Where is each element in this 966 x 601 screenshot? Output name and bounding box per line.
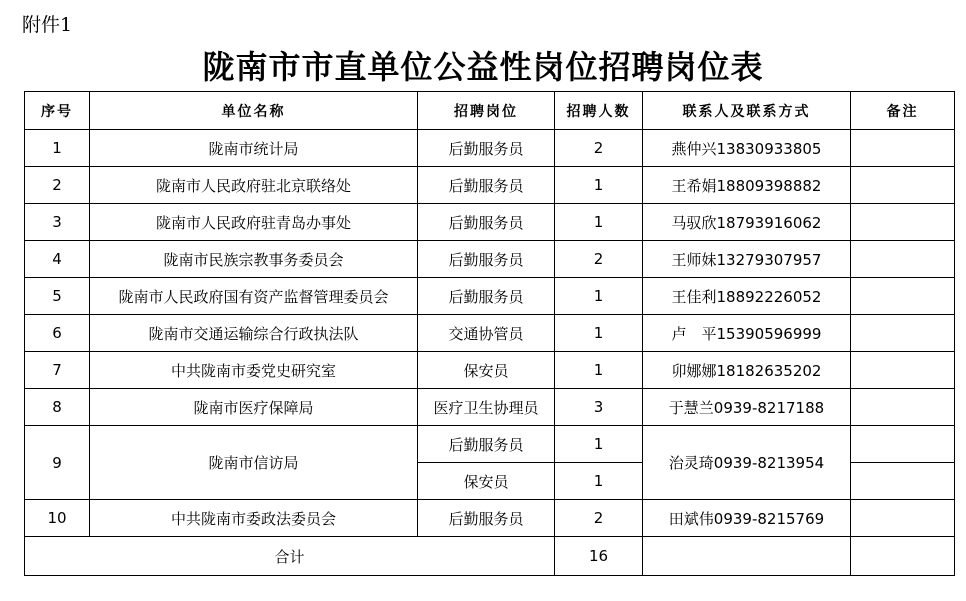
cell-remark (851, 241, 955, 278)
cell-contact: 卯娜娜18182635202 (643, 352, 851, 389)
header-no: 序号 (25, 92, 90, 130)
cell-remark (851, 130, 955, 167)
cell-remark (851, 426, 955, 463)
cell-remark (851, 463, 955, 500)
cell-count: 1 (555, 167, 643, 204)
table-header-row (25, 92, 955, 130)
cell-unit: 陇南市信访局 (90, 426, 418, 500)
header-position: 招聘岗位 (418, 92, 555, 130)
table-row (25, 241, 955, 278)
table-row (25, 389, 955, 426)
cell-unit: 陇南市交通运输综合行政执法队 (90, 315, 418, 352)
table-row (25, 278, 955, 315)
cell-count: 1 (555, 315, 643, 352)
cell-contact: 王师妹13279307957 (643, 241, 851, 278)
attachment-label: 附件1 (22, 14, 73, 36)
cell-remark (851, 500, 955, 537)
cell-unit: 中共陇南市委政法委员会 (90, 500, 418, 537)
table-row (25, 204, 955, 241)
header-contact: 联系人及联系方式 (643, 92, 851, 130)
cell-no: 1 (25, 130, 90, 167)
cell-count: 1 (555, 426, 643, 463)
cell-contact: 于慧兰0939-8217188 (643, 389, 851, 426)
cell-remark (851, 204, 955, 241)
table-row (25, 426, 955, 463)
cell-remark (851, 537, 955, 576)
cell-no: 6 (25, 315, 90, 352)
cell-count: 2 (555, 500, 643, 537)
cell-count: 1 (555, 204, 643, 241)
cell-position: 保安员 (418, 463, 555, 500)
cell-count: 2 (555, 130, 643, 167)
cell-unit: 陇南市人民政府国有资产监督管理委员会 (90, 278, 418, 315)
cell-no: 3 (25, 204, 90, 241)
table-row (25, 167, 955, 204)
cell-remark (851, 167, 955, 204)
cell-position: 交通协管员 (418, 315, 555, 352)
cell-unit: 陇南市人民政府驻青岛办事处 (90, 204, 418, 241)
total-row (25, 537, 955, 576)
cell-remark (851, 278, 955, 315)
header-unit: 单位名称 (90, 92, 418, 130)
cell-count: 3 (555, 389, 643, 426)
recruitment-table (24, 91, 955, 576)
table-row (25, 352, 955, 389)
cell-position: 医疗卫生协理员 (418, 389, 555, 426)
cell-no: 7 (25, 352, 90, 389)
cell-unit: 陇南市民族宗教事务委员会 (90, 241, 418, 278)
total-label: 合计 (25, 537, 555, 576)
table-row (25, 315, 955, 352)
cell-count: 1 (555, 463, 643, 500)
cell-count: 1 (555, 352, 643, 389)
header-count: 招聘人数 (555, 92, 643, 130)
cell-remark (851, 315, 955, 352)
cell-contact: 马驭欣18793916062 (643, 204, 851, 241)
table-row (25, 500, 955, 537)
cell-contact: 燕仲兴13830933805 (643, 130, 851, 167)
cell-count: 1 (555, 278, 643, 315)
cell-contact: 卢 平15390596999 (643, 315, 851, 352)
cell-count: 2 (555, 241, 643, 278)
cell-contact: 治灵琦0939-8213954 (643, 426, 851, 500)
cell-unit: 陇南市医疗保障局 (90, 389, 418, 426)
cell-no: 9 (25, 426, 90, 500)
total-count: 16 (555, 537, 643, 576)
cell-unit: 中共陇南市委党史研究室 (90, 352, 418, 389)
cell-no: 8 (25, 389, 90, 426)
cell-unit: 陇南市人民政府驻北京联络处 (90, 167, 418, 204)
cell-no: 10 (25, 500, 90, 537)
cell-position: 后勤服务员 (418, 130, 555, 167)
cell-remark (851, 352, 955, 389)
cell-contact: 王佳利18892226052 (643, 278, 851, 315)
cell-position: 保安员 (418, 352, 555, 389)
cell-no: 4 (25, 241, 90, 278)
cell-position: 后勤服务员 (418, 500, 555, 537)
cell-contact (643, 537, 851, 576)
cell-position: 后勤服务员 (418, 426, 555, 463)
document-title: 陇南市市直单位公益性岗位招聘岗位表 (202, 48, 764, 86)
cell-no: 2 (25, 167, 90, 204)
cell-position: 后勤服务员 (418, 167, 555, 204)
cell-unit: 陇南市统计局 (90, 130, 418, 167)
header-remark: 备注 (851, 92, 955, 130)
cell-no: 5 (25, 278, 90, 315)
cell-position: 后勤服务员 (418, 241, 555, 278)
cell-remark (851, 389, 955, 426)
cell-position: 后勤服务员 (418, 278, 555, 315)
cell-contact: 田斌伟0939-8215769 (643, 500, 851, 537)
cell-position: 后勤服务员 (418, 204, 555, 241)
table-row (25, 130, 955, 167)
cell-contact: 王希娟18809398882 (643, 167, 851, 204)
